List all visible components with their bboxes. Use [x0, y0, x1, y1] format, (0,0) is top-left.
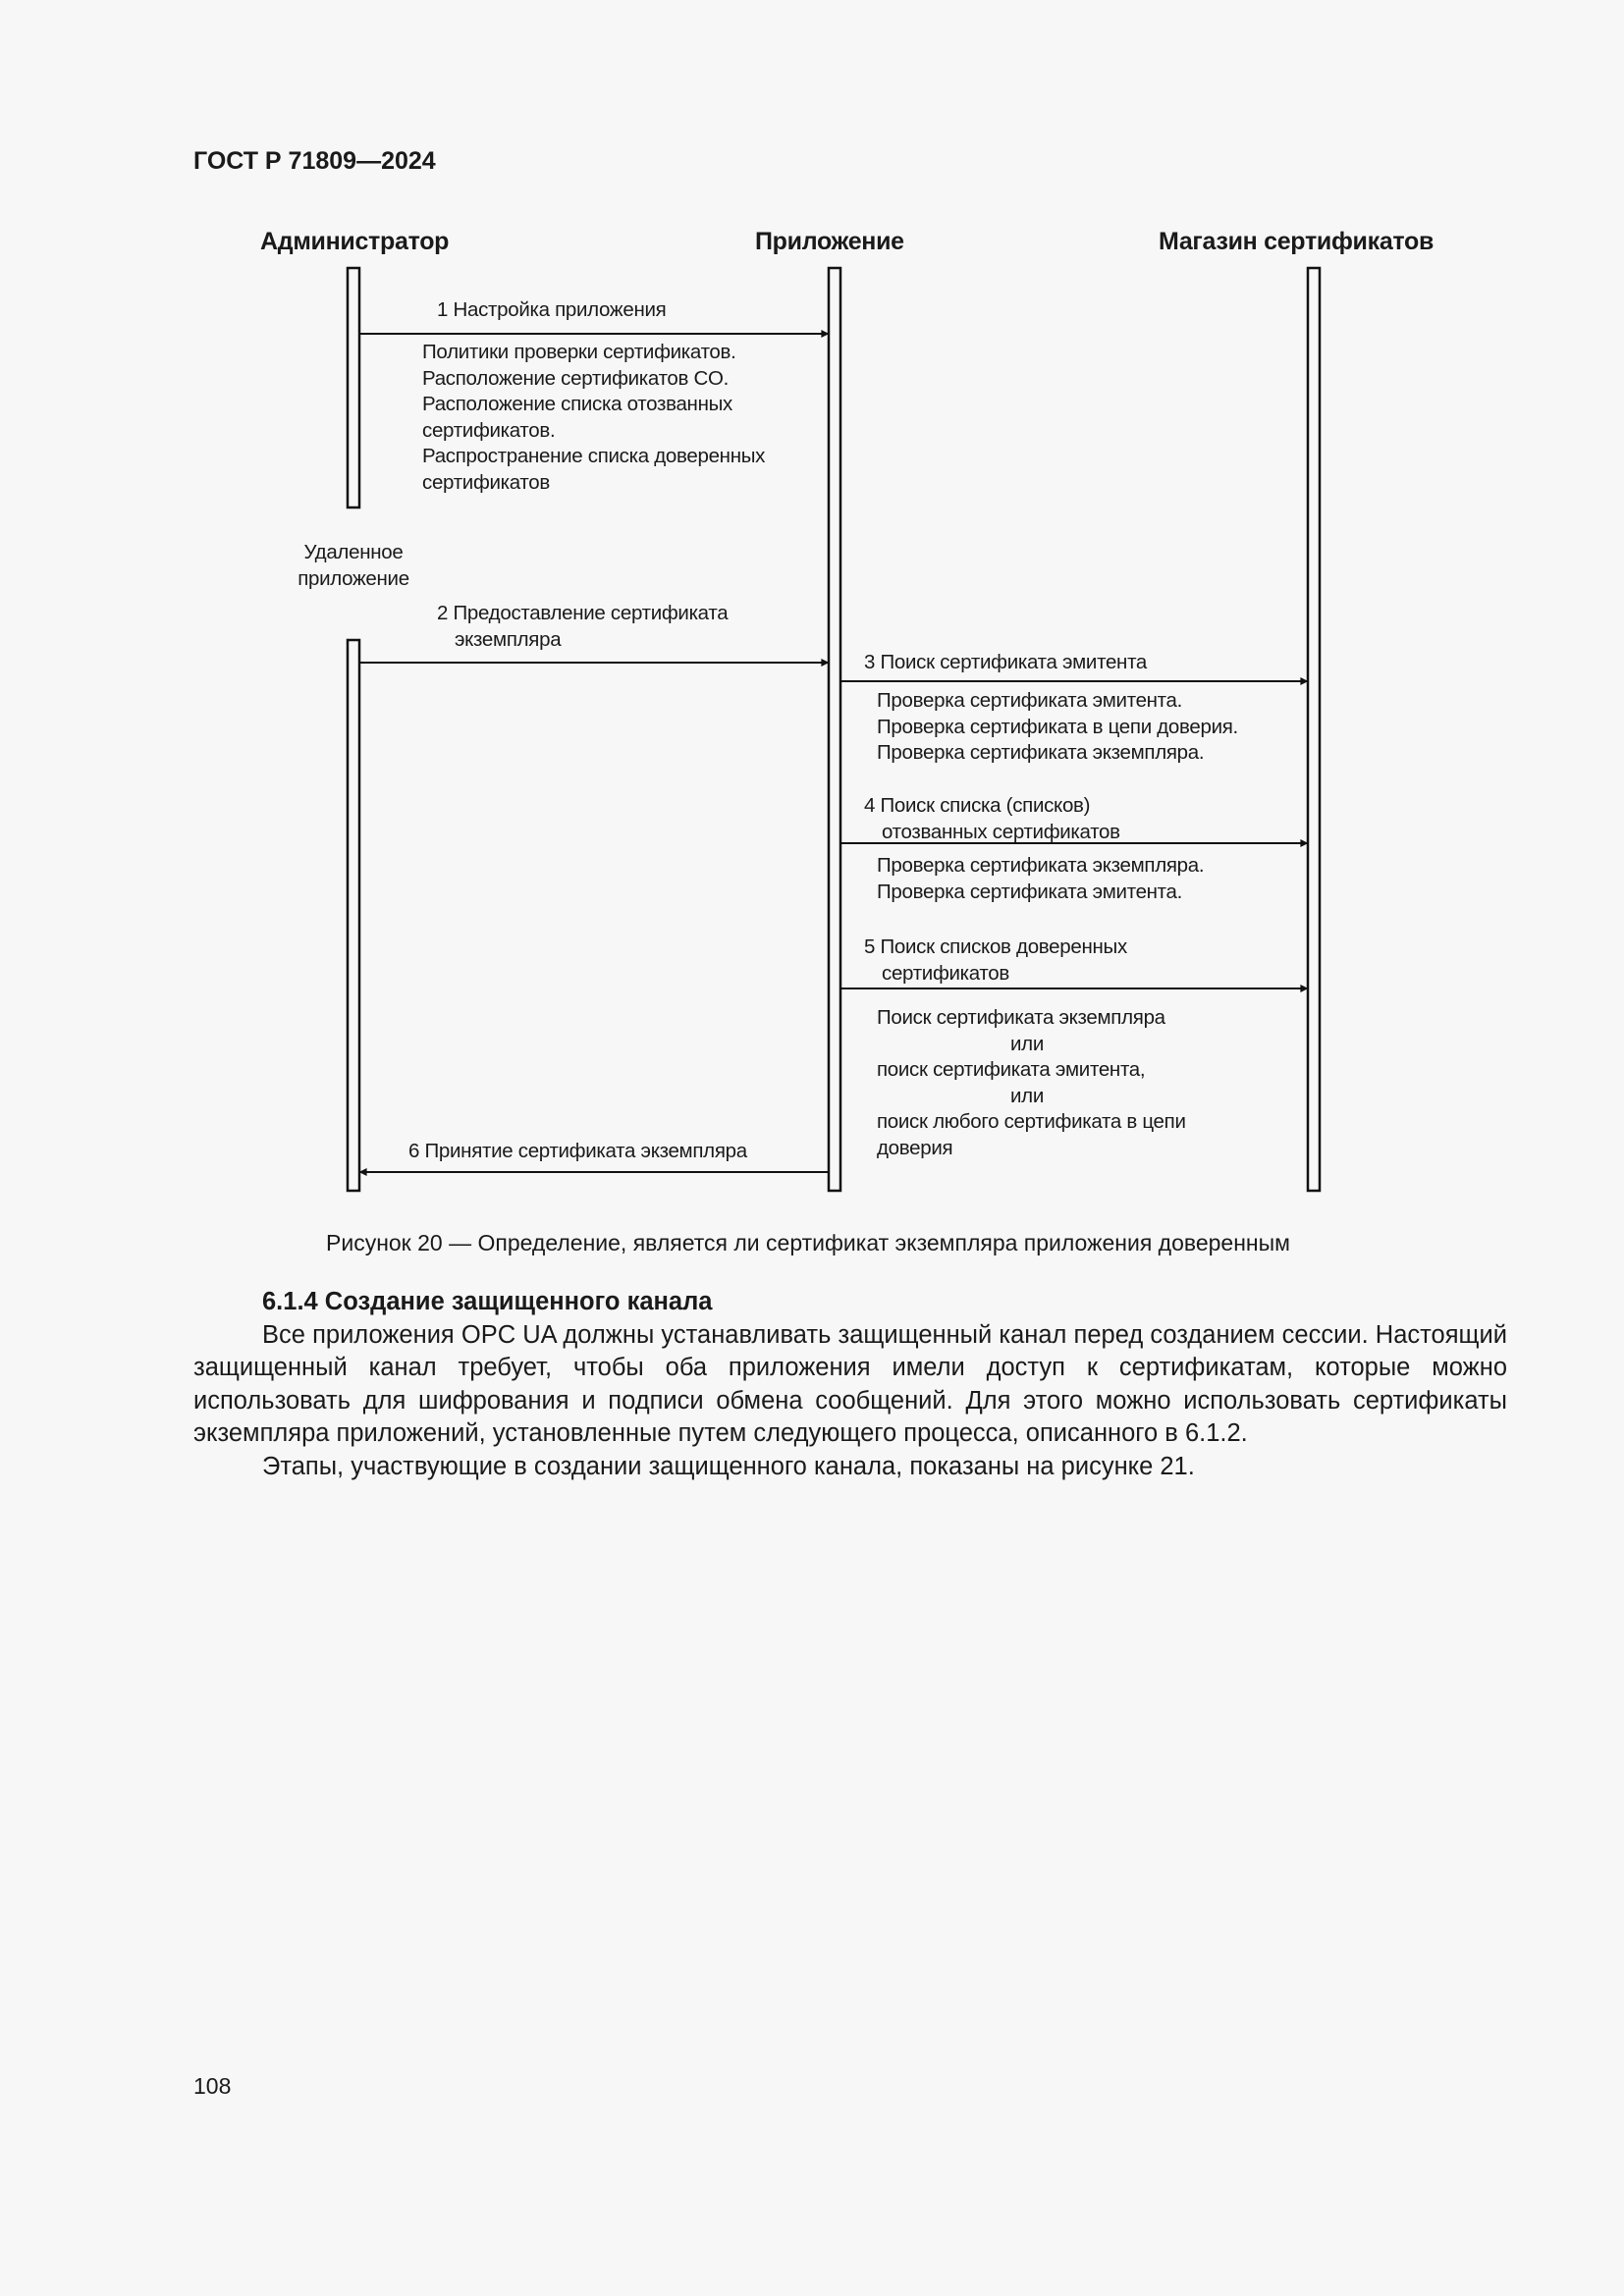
label-line: сертификатов [882, 962, 1009, 985]
lane-title-remote-app [285, 539, 422, 592]
step-4-notes [877, 853, 1204, 905]
step-2-label [437, 600, 728, 653]
note-line: доверия [877, 1136, 953, 1159]
note-line: поиск любого сертификата в цепи [877, 1110, 1186, 1133]
label-line: отозванных сертификатов [882, 821, 1120, 843]
section-body [193, 1286, 1507, 1483]
label-line: 2 Предоставление сертификата [437, 602, 729, 624]
step-4-label [864, 792, 1120, 845]
step-3-notes [877, 688, 1238, 767]
page-number: 108 [193, 2073, 232, 2099]
app-lifeline [829, 268, 840, 1191]
note-line: Распространение списка доверенных [422, 445, 766, 467]
note-line: поиск сертификата эмитента, [877, 1058, 1146, 1081]
admin-lifeline [348, 268, 359, 507]
step-6-label: 6 Принятие сертификата экземпляра [408, 1140, 747, 1162]
note-line: сертификатов [422, 470, 550, 494]
note-line: сертификатов. [422, 418, 556, 442]
note-line: Политики проверки сертификатов. [422, 341, 736, 363]
step-1-label: 1 Настройка приложения [437, 298, 667, 321]
section-title: 6.1.4 Создание защищенного канала [262, 1288, 713, 1315]
note-line: Расположение сертификатов CO. [422, 366, 730, 390]
label-line: экземпляра [455, 628, 562, 651]
paragraph: Этапы, участвующие в создании защищенного канала, показаны на рисунке 21. [262, 1452, 1195, 1480]
note-line: Проверка сертификата в цепи доверия. [877, 715, 1238, 738]
remote-label-line: Удаленное [303, 541, 404, 563]
note-line: Проверка сертификата экземпляра. [877, 854, 1205, 877]
paragraph: Все приложения OPC UA должны устанавливать защищенный канал перед созданием сессии. Настоящий защищенный канал требует, чтобы оба приложения имели доступ к сертификатам, которые можно использовать для шифрования и подписи обмена сообщений. Для этого можно использовать сертификаты экземпляра приложений, установленные путем следующего процесса, описанного в 6.1.2. [193, 1320, 1507, 1447]
step-5-notes [877, 1005, 1270, 1161]
lane-title-admin: Администратор [260, 228, 450, 255]
remote-label-line: приложение [298, 567, 409, 590]
figure-caption: Рисунок 20 — Определение, является ли сертификат экземпляра приложения доверенным [326, 1230, 1290, 1255]
store-lifeline [1308, 268, 1320, 1191]
document-header: ГОСТ Р 71809—2024 [193, 147, 436, 175]
note-line: или [1010, 1084, 1044, 1107]
lane-title-store: Магазин сертификатов [1159, 228, 1435, 255]
lane-title-app: Приложение [755, 228, 904, 255]
note-line: Расположение списка отозванных [422, 393, 732, 415]
note-line: Поиск сертификата экземпляра [877, 1006, 1165, 1029]
label-line: 4 Поиск списка (списков) [864, 794, 1091, 817]
note-line: Проверка сертификата экземпляра. [877, 741, 1205, 764]
note-line: или [1010, 1032, 1044, 1055]
step-1-notes [422, 340, 765, 496]
remote-app-lifeline [348, 640, 359, 1191]
note-line: Проверка сертификата эмитента. [877, 689, 1183, 712]
label-line: 5 Поиск списков доверенных [864, 935, 1127, 958]
step-3-label: 3 Поиск сертификата эмитента [864, 651, 1148, 673]
step-5-label [864, 934, 1127, 987]
note-line: Проверка сертификата эмитента. [877, 880, 1183, 903]
